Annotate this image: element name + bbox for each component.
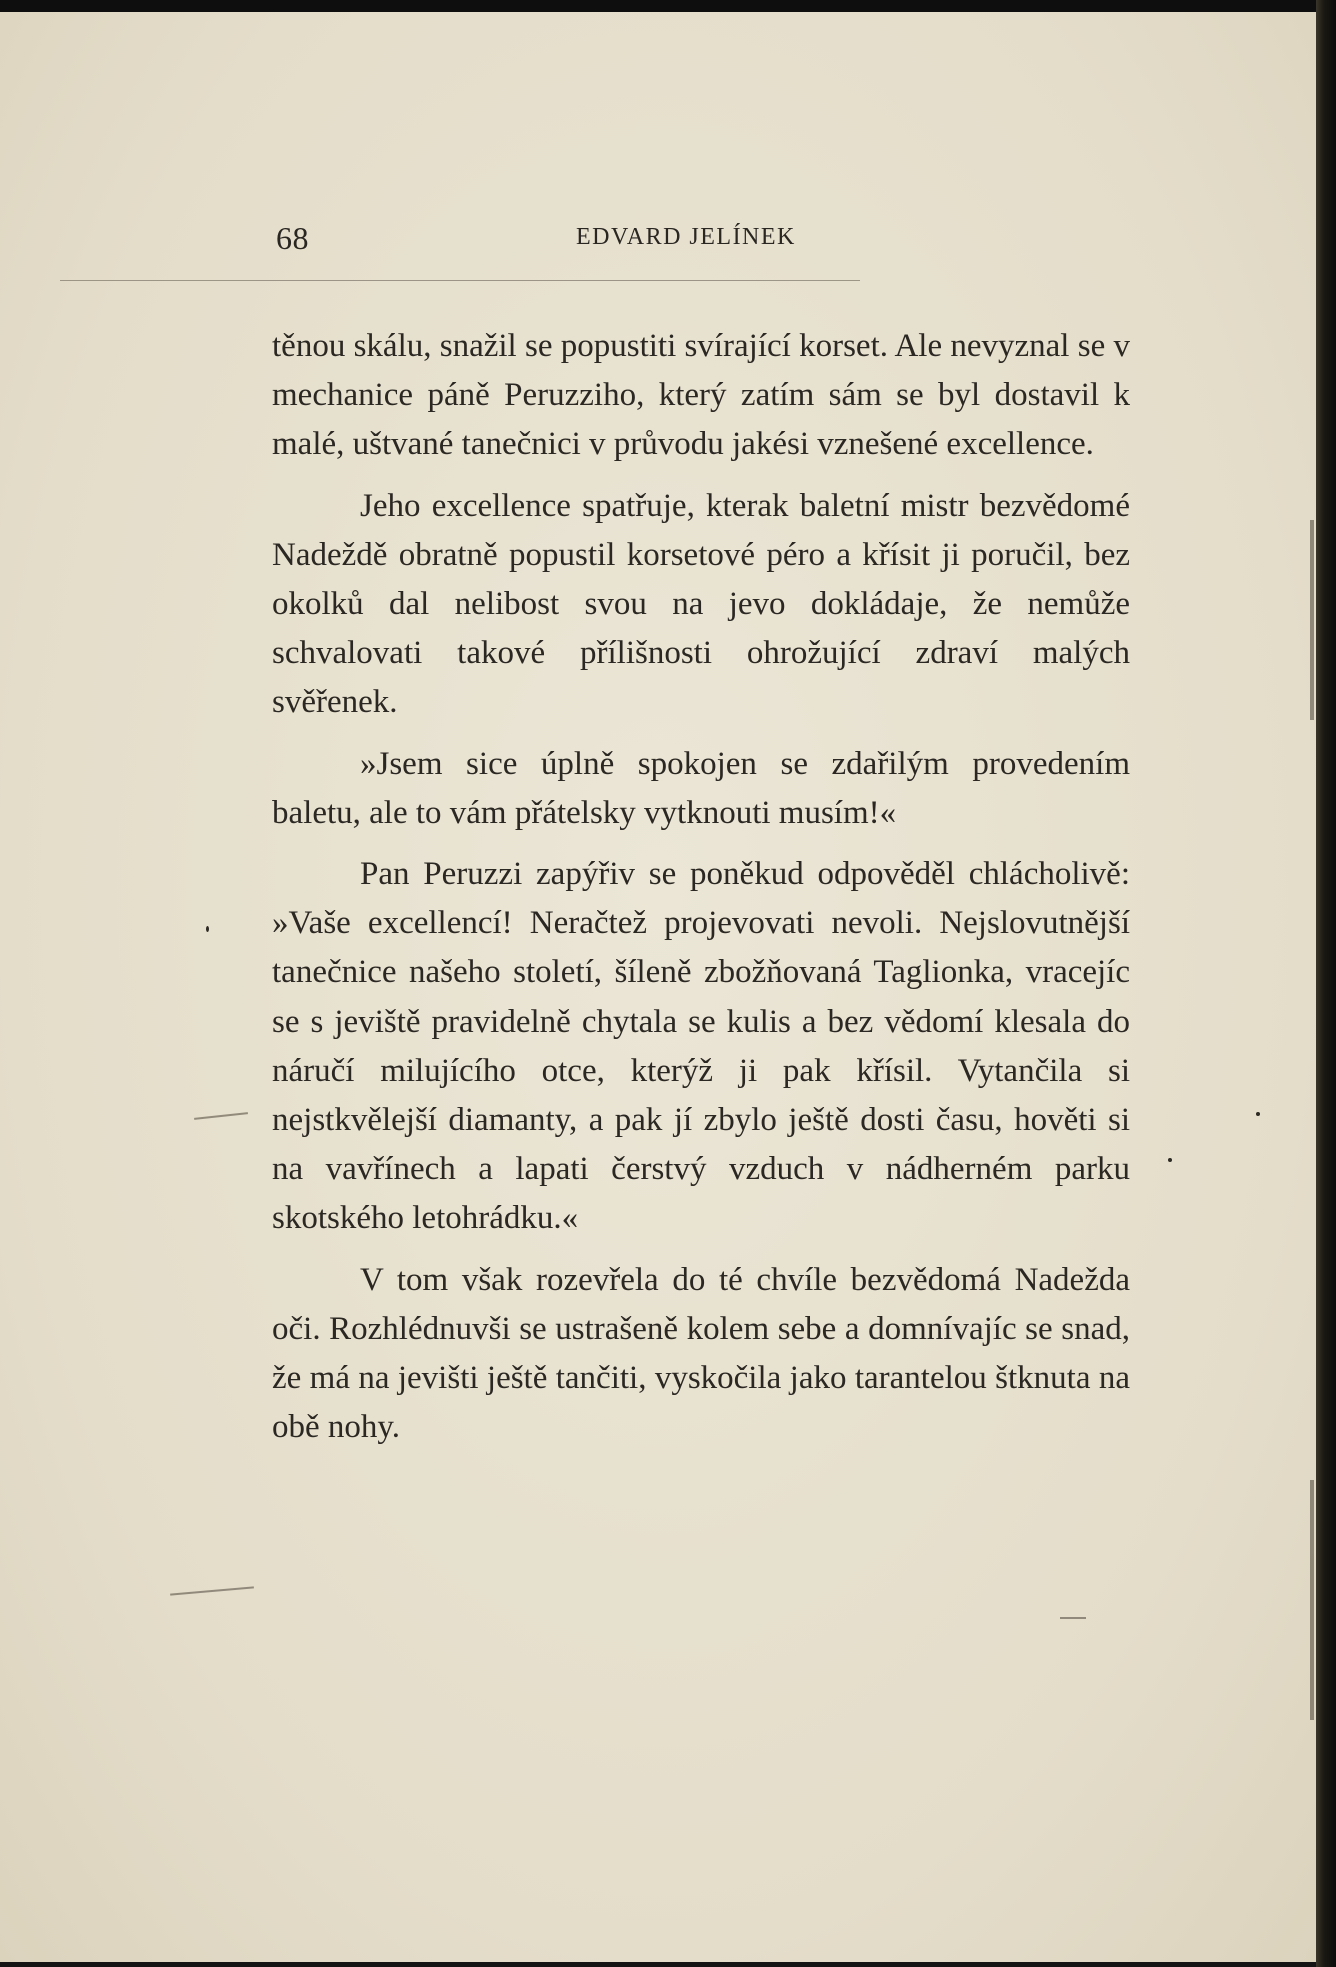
- paragraph: Pan Peruzzi zapýřiv se poněkud odpověděl chlácholivě: »Vaše excellencí! Neračtež projevovati nevoli. Nejslovutnější tanečnice našeho století, šíleně zbožňovaná Taglionka, vracejíc se s jeviště pravidelně chytala se kulis a bez vědomí klesala do náručí milujícího otce, kterýž ji pak křísil. Vytančila si nejstkvělejší diamanty, a pak jí zbylo ještě dosti času, hověti si na vavřínech a lapati čerstvý vzduch v nádherném parku skotského letohrádku.«: [272, 856, 1130, 1237]
- paragraph: »Jsem sice úplně spokojen se zdařilým provedením baletu, ale to vám přátelsky vytknouti musím!«: [272, 745, 1130, 831]
- paragraph: V tom však rozevřela do té chvíle bezvědomá Nadežda oči. Rozhlédnuvši se ustrašeně kolem sebe a domnívajíc se snad, že má na jevišti ještě tančiti, vyskočila jako tarantelou štknuta na obě nohy.: [272, 1261, 1130, 1446]
- margin-pencil-mark: [194, 1112, 248, 1119]
- margin-dot: [206, 926, 209, 932]
- paragraph: těnou skálu, snažil se popustiti svírající korset. Ale nevyznal se v mechanice páně Peruzziho, který zatím sám se byl dostavil k malé, uštvané tanečnici v průvodu jakési vznešené excellence.: [272, 328, 1130, 463]
- body-text: [272, 322, 1130, 1452]
- paragraph: Jeho excellence spatřuje, kterak baletní mistr bezvědomé Nadeždě obratně popustil korsetové péro a křísit ji poručil, bez okolků dal nelibost svou na jevo dokládaje, že nemůže schvalovati takové přílišnosti ohrožující zdraví malých svěřenek.: [272, 487, 1130, 721]
- book-page: [0, 12, 1316, 1962]
- margin-dot: [1168, 1158, 1172, 1162]
- page-number: 68: [276, 220, 309, 256]
- header-rule: [60, 280, 860, 281]
- margin-pencil-mark: [170, 1586, 254, 1595]
- binding-edge-mark: [1310, 1480, 1314, 1720]
- margin-pencil-mark: [1060, 1617, 1086, 1619]
- page-header: [276, 220, 1136, 270]
- scan-top-edge: [0, 0, 1336, 12]
- header-rule-secondary: [256, 280, 736, 281]
- binding-edge: [1316, 0, 1336, 1967]
- margin-dot: [1256, 1112, 1260, 1116]
- binding-edge-mark: [1310, 520, 1314, 720]
- running-head: EDVARD JELÍNEK: [576, 224, 796, 250]
